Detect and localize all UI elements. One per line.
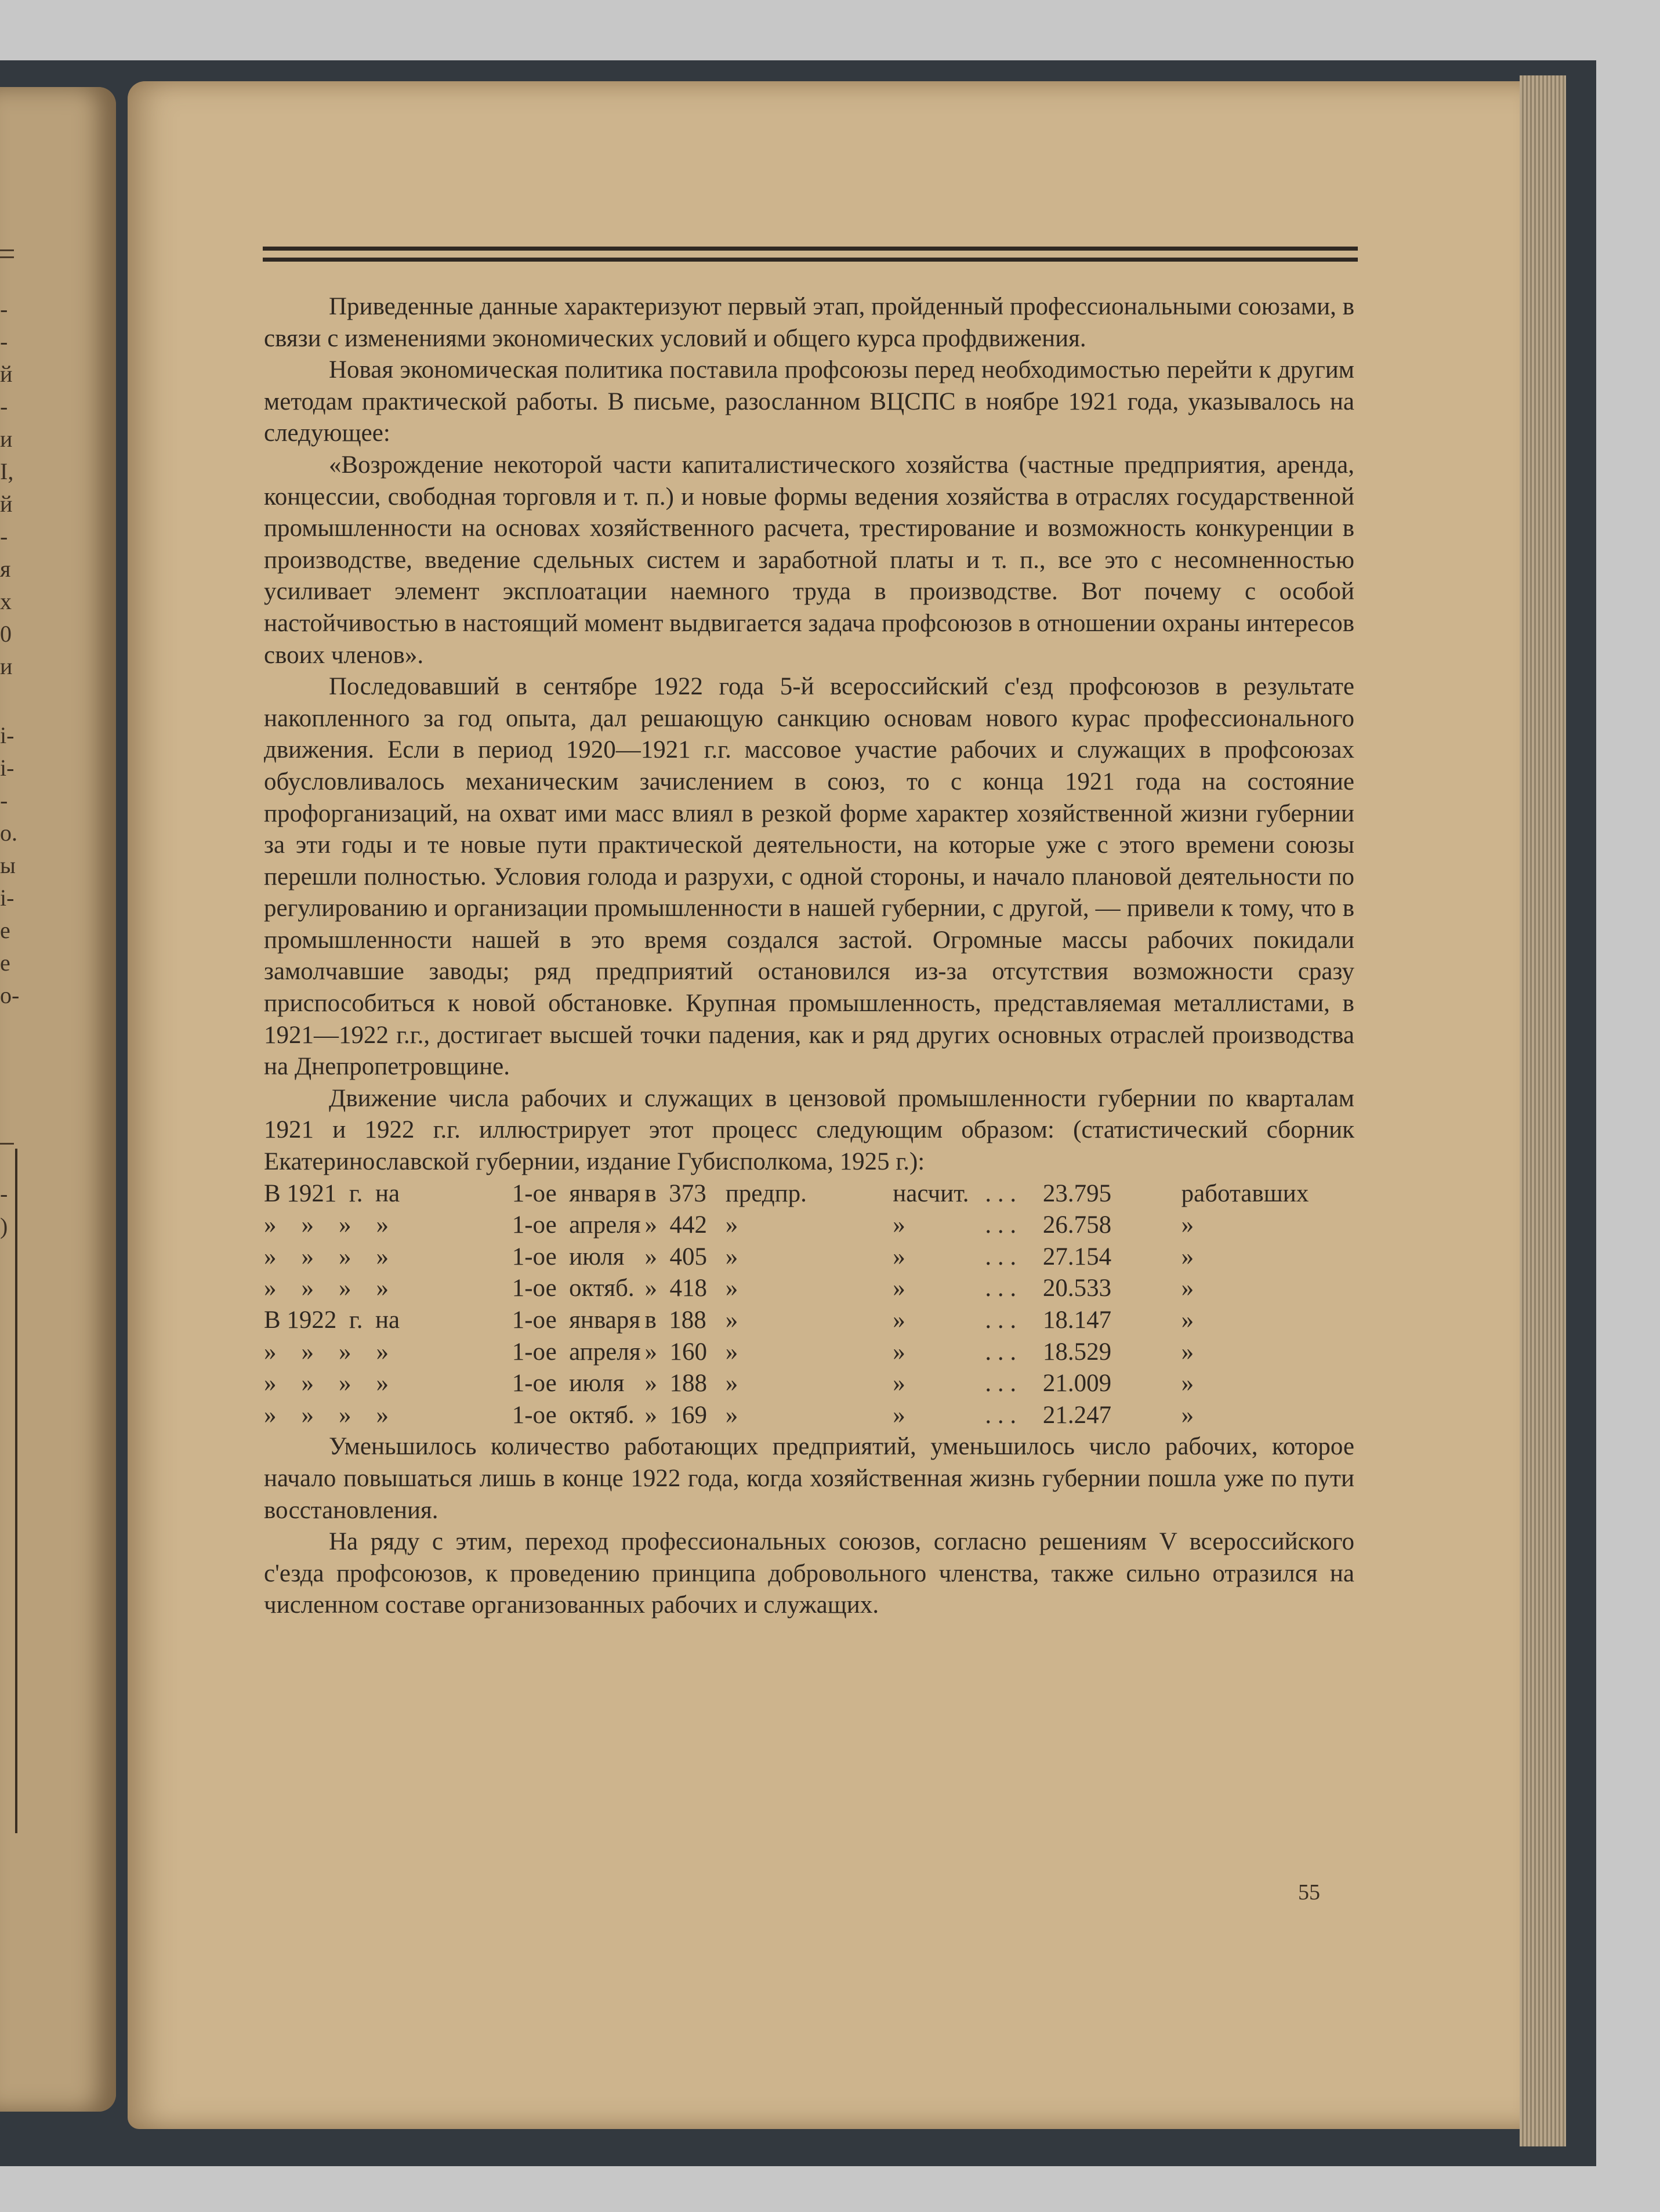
table-cell-a: » bbox=[725, 1275, 738, 1302]
table-cell-value: 21.009 bbox=[1042, 1370, 1112, 1398]
table-row bbox=[264, 1337, 1354, 1369]
table-cell-dots: . . . bbox=[985, 1275, 1017, 1302]
left-margin-fragment: ) bbox=[0, 1213, 8, 1239]
table-cell-num: » 405 bbox=[644, 1243, 707, 1270]
table-cell-unit: » bbox=[1181, 1275, 1194, 1302]
table-cell-prefix: » » » » bbox=[264, 1401, 389, 1429]
table-cell-prefix: В 1922 г. на bbox=[264, 1306, 400, 1334]
header-rule-bottom bbox=[263, 258, 1358, 262]
table-cell-date: 1-ое января bbox=[512, 1306, 641, 1334]
left-page-rule bbox=[0, 256, 14, 258]
left-margin-fragment: и bbox=[0, 653, 13, 679]
table-cell-date: 1-ое июля bbox=[512, 1243, 625, 1270]
left-margin-fragment: ы bbox=[0, 852, 16, 878]
quote-paragraph: «Возрождение некоторой части капиталистического хозяйства (частные предприятия, аренда, концессии, свободная торговля и т. п.) и новые формы ведения хозяйства в отраслях государственной промышленности на основах хозяйственного расчета, трестирование и возможность конкуренции в производстве, введение сдельных систем и заработной платы и т. п., все это с несомненностью усиливает элемент эксплоатации наемного труда в производстве. Вот почему с особой настойчивостью в настоящий момент выдвигается задача профсоюзов в отношении охраны интересов своих членов». bbox=[264, 451, 1354, 669]
table-cell-value: 20.533 bbox=[1042, 1275, 1112, 1302]
table-cell-unit: » bbox=[1181, 1338, 1194, 1366]
table-cell-b: » bbox=[893, 1243, 905, 1270]
table-cell-prefix: » » » » bbox=[264, 1370, 389, 1398]
table-cell-a: » bbox=[725, 1401, 738, 1429]
table-cell-prefix: » » » » bbox=[264, 1243, 389, 1270]
left-margin-fragment: e bbox=[0, 917, 10, 943]
table-cell-a: » bbox=[725, 1243, 738, 1270]
left-page-vertical-line bbox=[15, 1149, 17, 1833]
left-margin-fragment: х bbox=[0, 588, 12, 614]
table-cell-dots: . . . bbox=[985, 1243, 1017, 1270]
table-cell-b: » bbox=[893, 1338, 905, 1366]
table-cell-value: 18.147 bbox=[1042, 1306, 1112, 1334]
table-cell-num: » 418 bbox=[644, 1275, 707, 1302]
left-margin-fragment: и bbox=[0, 426, 13, 452]
left-margin-fragment: I, bbox=[0, 458, 14, 484]
paragraph: Последовавший в сентябре 1922 года 5-й всероссийский с'езд профсоюзов в результате накопленного за год опыта, дал решающую санкцию основам нового курас профессионального движения. Если в период 1920—1921 г.г. массовое участие рабочих и служащих в профсоюзах обусловливалось механическим зачислением в союз, то с конца 1921 года на состояние профорганизаций, на охват ими масс влиял в резкой форме характер хозяйственной жизни губернии за эти годы и те новые пути практической деятельности, на которые уже с этого времени союзы перешли полностью. Условия голода и разрухи, с одной стороны, и начало плановой деятельности по регулированию и организации промышленности в нашей губернии, с другой, — привели к тому, что в промышленности нашей в это время создался застой. Огромные массы рабочих покидали замолчавшие заводы; ряд предприятий остановился из-за отсутствия возможности сразу приспособиться к новой обстановке. Крупная промышленность, представляемая металлистами, в 1921—1922 г.г., достигает высшей точки падения, как и ряд других основных отраслей производства на Днепропетровщине. bbox=[264, 673, 1354, 1081]
table-row bbox=[264, 1241, 1354, 1273]
table-cell-prefix: » » » » bbox=[264, 1211, 389, 1239]
table-row bbox=[264, 1400, 1354, 1432]
table-cell-unit: » bbox=[1181, 1243, 1194, 1270]
left-margin-fragment: - bbox=[0, 328, 8, 354]
table-cell-a: предпр. bbox=[725, 1179, 807, 1207]
table-cell-value: 18.529 bbox=[1042, 1338, 1112, 1366]
table-cell-num: » 188 bbox=[644, 1370, 707, 1398]
table-cell-a: » bbox=[725, 1370, 738, 1398]
table-cell-dots: . . . bbox=[985, 1211, 1017, 1239]
table-cell-unit: » bbox=[1181, 1306, 1194, 1334]
table-cell-date: 1-ое июля bbox=[512, 1370, 625, 1398]
table-cell-date: 1-ое января bbox=[512, 1179, 641, 1207]
left-margin-fragments-bottom bbox=[0, 1178, 23, 1243]
paragraph: Новая экономическая политика поставила профсоюзы перед необходимостью перейти к другим методам практической работы. В письме, разосланном ВЦСПС в ноябре 1921 года, указывалось на следующее: bbox=[264, 356, 1354, 447]
paragraph: Движение числа рабочих и служащих в цензовой промышленности губернии по кварталам 1921 и 1922 г.г. иллюстрирует этот процесс следующим образом: (статистический сборник Екатеринославской губернии, издание Губисполкома, 1925 г.): bbox=[264, 1084, 1354, 1176]
left-margin-fragment: i- bbox=[0, 885, 15, 911]
paragraph: Уменьшилось количество работающих предприятий, уменьшилось число рабочих, которое начало повышаться лишь в конце 1922 года, когда хозяйственная жизнь губернии пошла уже по пути восстановления. bbox=[264, 1433, 1354, 1524]
table-row bbox=[264, 1305, 1354, 1337]
table-cell-unit: работавших bbox=[1181, 1179, 1309, 1207]
left-margin-fragment: - bbox=[0, 787, 8, 813]
left-page-edge bbox=[0, 87, 116, 2112]
table-cell-value: 23.795 bbox=[1042, 1179, 1112, 1207]
table-cell-a: » bbox=[725, 1211, 738, 1239]
table-cell-dots: . . . bbox=[985, 1338, 1017, 1366]
table-cell-dots: . . . bbox=[985, 1179, 1017, 1207]
left-page-rule bbox=[0, 249, 14, 251]
table-cell-prefix: В 1921 г. на bbox=[264, 1179, 400, 1207]
table-cell-num: » 160 bbox=[644, 1338, 707, 1366]
left-margin-fragment: - bbox=[0, 296, 8, 322]
left-page-rule bbox=[0, 1143, 14, 1145]
page-edges bbox=[1520, 75, 1566, 2146]
page-body bbox=[264, 291, 1354, 1621]
table-cell-a: » bbox=[725, 1338, 738, 1366]
left-margin-fragment: я bbox=[0, 556, 11, 582]
table-cell-date: 1-ое апреля bbox=[512, 1211, 641, 1239]
paragraph: На ряду с этим, переход профессиональных союзов, согласно решениям V всероссийского с'езда профсоюзов, к проведению принципа добровольного членства, также сильно отразился на численном составе организованных рабочих и служащих. bbox=[264, 1528, 1354, 1619]
left-margin-fragment: i- bbox=[0, 755, 15, 781]
table-cell-value: 27.154 bbox=[1042, 1243, 1112, 1270]
left-margin-fragment: - bbox=[0, 523, 8, 549]
table-cell-b: » bbox=[893, 1401, 905, 1429]
left-margin-fragment: й bbox=[0, 361, 13, 387]
table-cell-value: 26.758 bbox=[1042, 1211, 1112, 1239]
table-cell-prefix: » » » » bbox=[264, 1338, 389, 1366]
table-cell-num: в 373 bbox=[644, 1179, 706, 1207]
left-margin-fragment: e bbox=[0, 950, 10, 976]
table-cell-b: насчит. bbox=[893, 1179, 969, 1207]
table-cell-date: 1-ое октяб. bbox=[512, 1275, 635, 1302]
table-cell-unit: » bbox=[1181, 1370, 1194, 1398]
paragraph: Приведенные данные характеризуют первый этап, пройденный профессиональными союзами, в связи с изменениями экономических условий и общего курса профдвижения. bbox=[264, 293, 1354, 352]
table-row bbox=[264, 1368, 1354, 1400]
table-cell-b: » bbox=[893, 1211, 905, 1239]
statistics-table bbox=[264, 1178, 1354, 1432]
left-margin-fragments-lower bbox=[0, 719, 23, 1012]
table-cell-date: 1-ое октяб. bbox=[512, 1401, 635, 1429]
table-cell-unit: » bbox=[1181, 1401, 1194, 1429]
table-row bbox=[264, 1273, 1354, 1305]
left-margin-fragment: 0 bbox=[0, 621, 12, 647]
left-margin-fragment: - bbox=[0, 1181, 8, 1207]
table-cell-num: в 188 bbox=[644, 1306, 706, 1334]
left-margin-fragment: o- bbox=[0, 982, 20, 1008]
table-cell-a: » bbox=[725, 1306, 738, 1334]
page-number: 55 bbox=[1298, 1880, 1320, 1905]
left-margin-fragment: o. bbox=[0, 820, 17, 846]
table-cell-b: » bbox=[893, 1275, 905, 1302]
left-margin-fragment: i- bbox=[0, 722, 15, 748]
table-cell-num: » 169 bbox=[644, 1401, 707, 1429]
table-cell-prefix: » » » » bbox=[264, 1275, 389, 1302]
left-margin-fragment: - bbox=[0, 393, 8, 419]
left-margin-fragments-upper bbox=[0, 293, 23, 683]
table-row bbox=[264, 1210, 1354, 1241]
table-row bbox=[264, 1178, 1354, 1210]
table-cell-value: 21.247 bbox=[1042, 1401, 1112, 1429]
left-margin-fragment: й bbox=[0, 491, 13, 517]
table-cell-dots: . . . bbox=[985, 1370, 1017, 1398]
table-cell-unit: » bbox=[1181, 1211, 1194, 1239]
table-cell-b: » bbox=[893, 1306, 905, 1334]
header-rule-top bbox=[263, 247, 1358, 251]
table-cell-date: 1-ое апреля bbox=[512, 1338, 641, 1366]
table-cell-dots: . . . bbox=[985, 1306, 1017, 1334]
table-cell-dots: . . . bbox=[985, 1401, 1017, 1429]
table-cell-num: » 442 bbox=[644, 1211, 707, 1239]
table-cell-b: » bbox=[893, 1370, 905, 1398]
